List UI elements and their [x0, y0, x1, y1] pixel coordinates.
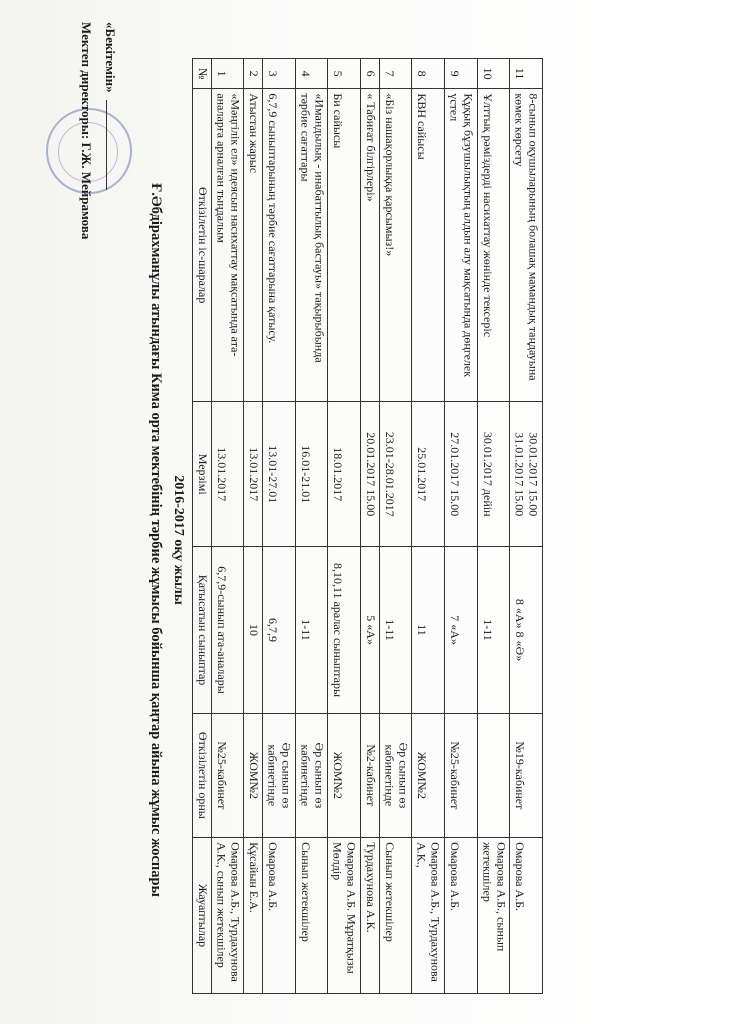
table-body: [211, 59, 542, 994]
approve-label: «Бекітемін»: [103, 22, 118, 93]
row-num: 9: [447, 70, 462, 77]
row-num-cell: [477, 59, 510, 89]
row-date: 30.01.2017 15.00 31.01.2017 15.00: [512, 432, 541, 517]
row-participants: 6,7,9: [265, 618, 280, 643]
row-responsible: Омарова А.Б., Турдахунова А.К.,: [415, 842, 443, 982]
row-event-cell: [211, 89, 244, 402]
row-participants: 1-11: [480, 619, 495, 641]
row-responsible-cell: [295, 838, 328, 994]
row-event: 6,7,9 сыныптарының тәрбие сағаттарына қатысу.: [265, 93, 280, 344]
row-place-cell: [263, 713, 296, 837]
row-responsible-cell: [444, 838, 477, 994]
row-place: Әр сынып өз кабинетінде: [265, 742, 294, 809]
table-row: [244, 59, 263, 994]
row-num-cell: [328, 59, 361, 89]
row-participants-cell: [211, 547, 244, 713]
row-num: 4: [298, 70, 313, 77]
row-date-cell: [244, 402, 263, 547]
header-participants: Қатысатын сыныптар: [195, 574, 210, 686]
row-date: 25.01.2017: [415, 447, 430, 502]
row-place-cell: [295, 713, 328, 837]
header-responsible: Жауаптылар: [195, 883, 210, 948]
row-event: «Имандылық - инабаттылық бастауы» тақырыбында тәрбие сағаттары: [298, 93, 327, 363]
row-responsible-cell: [477, 838, 510, 994]
row-participants: 10: [247, 624, 262, 637]
row-date-cell: [510, 402, 543, 547]
row-responsible: Омарова А.Б. Мұратқызы Мөлдір: [331, 842, 359, 974]
director-name: Г.Ж. Мейрамова: [79, 142, 94, 240]
approve-line: [102, 22, 118, 239]
header-date: Мерзімі: [195, 453, 210, 495]
row-place: ЖОМ№2: [415, 751, 430, 800]
row-responsible-cell: [328, 838, 361, 994]
row-num-cell: [412, 59, 445, 89]
work-plan-table: [192, 58, 543, 994]
table-row: [360, 59, 379, 994]
row-place: №25-кабинет: [214, 741, 229, 810]
row-date: 13.01.2017: [247, 447, 262, 502]
row-responsible: Омарова А.Б.: [447, 842, 462, 912]
row-event-cell: [412, 89, 445, 402]
row-responsible-cell: [263, 838, 296, 994]
row-participants: 11: [415, 624, 430, 636]
row-participants-cell: [360, 547, 379, 713]
row-event-cell: [244, 89, 263, 402]
row-num: 10: [480, 67, 495, 80]
row-participants: 8 «А» 8 «Ә»: [512, 598, 527, 662]
row-place: №25-кабинет: [447, 741, 462, 810]
row-participants-cell: [295, 547, 328, 713]
row-place-cell: [244, 713, 263, 837]
table-row: [510, 59, 543, 994]
row-event: 8-сынып оқушыларының болашақ мамандық таңдауына көмек көрсету: [512, 93, 541, 381]
row-date-cell: [477, 402, 510, 547]
row-participants: 6,7,9-сынып ата-аналары: [214, 566, 229, 694]
row-event-cell: [360, 89, 379, 402]
table-row: [444, 59, 477, 994]
row-responsible: Омарова А.Б., Турдахунова А.К., сынып жетекшілер: [214, 842, 243, 982]
row-date-cell: [263, 402, 296, 547]
director-label: Мектеп директоры:: [79, 22, 94, 140]
row-responsible: Омарова А.Б.: [265, 842, 280, 912]
row-place-cell: [379, 713, 412, 837]
row-responsible: Құсайын Е.А.: [247, 842, 262, 913]
row-place: Әр сынып өз кабинетінде: [382, 742, 411, 809]
document-title: Ғ.Әбдірахманұлы атындағы Кима орта мектебінің тәрбие жұмысы бойынша қаңтар айына жұмыс жоспары: [148, 183, 164, 897]
row-responsible-cell: [360, 838, 379, 994]
row-participants-cell: [477, 547, 510, 713]
row-num: 6: [363, 70, 378, 77]
row-participants: 1-11: [382, 619, 397, 641]
row-place-cell: [412, 713, 445, 837]
row-num: 2: [247, 70, 262, 77]
row-place-cell: [360, 713, 379, 837]
row-responsible-cell: [244, 838, 263, 994]
row-date: 30.01.2017 дейін: [480, 431, 495, 517]
row-responsible: Турдахунова А.К.: [363, 842, 378, 933]
row-event-cell: [328, 89, 361, 402]
row-place-cell: [211, 713, 244, 837]
row-event: КВН сайысы: [415, 93, 430, 160]
row-num: 5: [331, 70, 346, 77]
row-date-cell: [379, 402, 412, 547]
row-responsible-cell: [412, 838, 445, 994]
director-line: [78, 22, 94, 239]
row-place: №19-кабинет: [512, 741, 527, 810]
row-num-cell: [295, 59, 328, 89]
row-event-cell: [379, 89, 412, 402]
row-date: 13.01.2017: [214, 447, 229, 502]
row-event-cell: [295, 89, 328, 402]
row-date: 16.01-21.01: [298, 445, 313, 504]
row-event-cell: [444, 89, 477, 402]
table-row: [412, 59, 445, 994]
row-responsible-cell: [211, 838, 244, 994]
row-num-cell: [510, 59, 543, 89]
row-event: «Біз нашақорлыққа қарсымыз!»: [382, 93, 397, 257]
row-participants-cell: [412, 547, 445, 713]
row-num: 1: [214, 70, 229, 77]
approval-block: [78, 22, 118, 239]
row-participants-cell: [263, 547, 296, 713]
table-header-row: [193, 59, 212, 994]
row-num-cell: [263, 59, 296, 89]
row-participants-cell: [328, 547, 361, 713]
header-place: Өткізілетін орны: [195, 731, 210, 819]
row-num-cell: [444, 59, 477, 89]
row-place-cell: [510, 713, 543, 837]
row-place-cell: [444, 713, 477, 837]
row-responsible: Омарова А.Б., сынып жетекшілер: [480, 842, 509, 952]
row-participants-cell: [379, 547, 412, 713]
row-date-cell: [444, 402, 477, 547]
row-place-cell: [328, 713, 361, 837]
header-num: №: [195, 67, 210, 80]
row-participants: 1-11: [298, 619, 313, 641]
row-num: 8: [415, 70, 430, 77]
row-responsible: Сынып жетекшілер: [382, 842, 397, 942]
row-responsible-cell: [510, 838, 543, 994]
row-participants-cell: [444, 547, 477, 713]
row-date: 20.01.2017 15.00: [363, 432, 378, 517]
row-event-cell: [510, 89, 543, 402]
table-row: [379, 59, 412, 994]
row-event: Ұлттық рәміздерді насихаттау жөнінде тексеріс: [480, 93, 495, 338]
row-participants-cell: [244, 547, 263, 713]
row-responsible-cell: [379, 838, 412, 994]
row-date-cell: [211, 402, 244, 547]
document-subtitle: 2016-2017 оқу жылы: [171, 475, 186, 605]
row-event-cell: [477, 89, 510, 402]
row-num-cell: [379, 59, 412, 89]
row-date: 27.01.2017 15.00: [447, 432, 462, 517]
row-place-cell: [477, 713, 510, 837]
header-event: Өткізілетін іс-шаралар: [195, 186, 210, 304]
row-date-cell: [295, 402, 328, 547]
row-num-cell: [211, 59, 244, 89]
table-row: [295, 59, 328, 994]
row-event: Атыстан жарыс: [247, 93, 262, 174]
row-event: « Табиғат білгірлері»: [363, 93, 378, 202]
row-participants: 8,10,11 аралас сыныптары: [331, 563, 346, 698]
row-num: 7: [382, 70, 397, 77]
row-date: 23.01-28.01.2017: [382, 431, 397, 517]
row-event: Би сайысы: [331, 93, 346, 149]
row-num: 11: [512, 67, 527, 80]
row-event: Құқық бұзушылықтың алдын алу мақсатында дөңгелек үстел: [447, 93, 476, 378]
row-num-cell: [360, 59, 379, 89]
row-place: Әр сынып өз кабинетінде: [298, 742, 327, 809]
table-row: [328, 59, 361, 994]
row-date-cell: [360, 402, 379, 547]
row-date: 18.01.2017: [331, 447, 346, 502]
row-participants: 5 «А»: [363, 615, 378, 645]
row-place: ЖОМ№2: [247, 751, 262, 800]
row-place: ЖОМ№2: [331, 751, 346, 800]
table-row: [211, 59, 244, 994]
row-responsible: Сынып жетекшілер: [298, 842, 313, 942]
row-date-cell: [412, 402, 445, 547]
table-row: [263, 59, 296, 994]
row-event-cell: [263, 89, 296, 402]
row-participants: 7 «А»: [447, 615, 462, 645]
row-num: 3: [265, 70, 280, 77]
signature-line: [106, 100, 117, 190]
row-participants-cell: [510, 547, 543, 713]
row-num-cell: [244, 59, 263, 89]
row-event: «Мәңгілік ел» идеясын насихаттау мақсатында ата-аналарға арналған тыңдалым: [214, 93, 243, 357]
row-date-cell: [328, 402, 361, 547]
row-responsible: Омарова А.Б.: [512, 842, 527, 912]
row-date: 13.01-27.01: [265, 445, 280, 504]
table-row: [477, 59, 510, 994]
row-place: №2-кабинет: [363, 744, 378, 807]
